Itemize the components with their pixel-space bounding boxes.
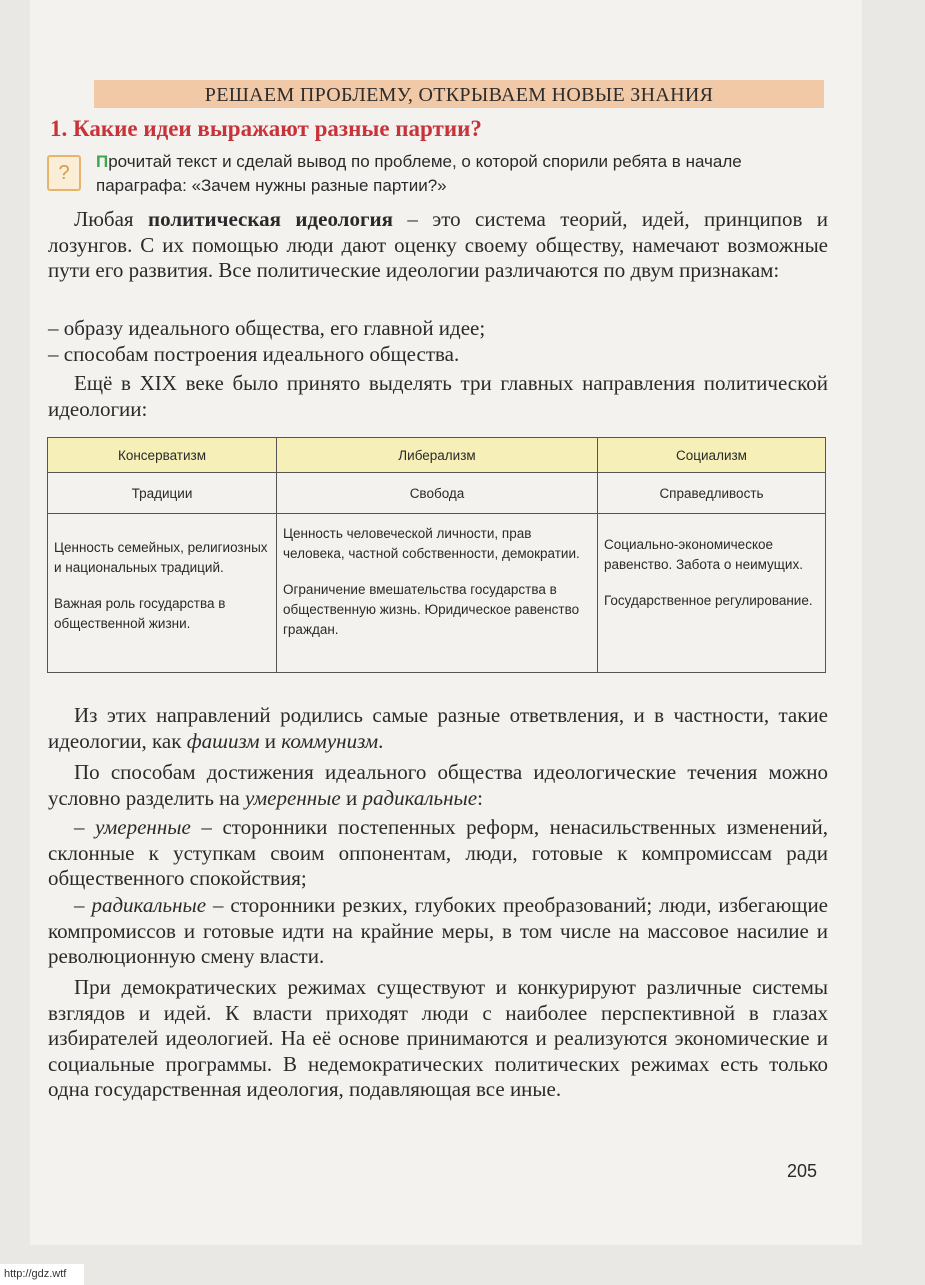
cell-conservatism xyxy=(48,514,277,673)
p4-mid: и xyxy=(340,785,363,810)
table-cell-text: Социально-экономическое равенство. Забота о неимущих. xyxy=(604,537,803,572)
term-communism: коммунизм xyxy=(281,728,379,753)
value-traditions: Традиции xyxy=(48,473,277,514)
section-heading: 1. Какие идеи выражают разные партии? xyxy=(50,116,482,141)
p4-end: : xyxy=(477,785,483,810)
p1-rest: – это система теорий, идей, принципов и лозунгов. С их помощью люди дают оценку своему обществу, намечают возможные пути его развития. Все политические идеологии различаются по двум признакам: xyxy=(48,207,828,282)
table-cell-text: Государственное регулирование. xyxy=(604,593,813,608)
header-socialism: Социализм xyxy=(598,438,826,473)
task-first-letter: П xyxy=(96,152,109,171)
table-cell-text: Ценность человеческой личности, прав человека, частной собственности, демократии. xyxy=(283,526,580,561)
table-cell-text: Важная роль государства в общественной жизни. xyxy=(54,596,226,631)
question-icon: ? xyxy=(47,155,81,191)
list-item: – способам построения идеального общества. xyxy=(48,342,460,366)
term-radical-2: радикальные xyxy=(91,893,207,917)
cell-socialism xyxy=(598,514,826,673)
p4-start: По способам достижения идеального общества идеологические течения можно условно разделить на xyxy=(48,760,828,810)
list-item: – образу идеального общества, его главной идее; xyxy=(48,316,486,340)
p6-rest: – сторонники резких, глубоких преобразований; люди, избегающие компромиссов и готовые идти на крайние меры, в том числе на массовое насилие и революционную смену власти. xyxy=(48,893,829,968)
paragraph-democratic xyxy=(48,975,828,1103)
paragraph-moderate xyxy=(48,815,828,892)
p1-start: Любая xyxy=(74,207,148,231)
value-justice: Справедливость xyxy=(598,473,826,514)
dash: – xyxy=(74,815,96,839)
header-liberalism: Либерализм xyxy=(277,438,598,473)
paragraph-ideology xyxy=(48,207,828,284)
p3-mid: и xyxy=(259,728,282,753)
table-cell-text: Ограничение вмешательства государства в общественную жизнь. Юридическое равенство граждан. xyxy=(283,582,580,637)
term-radical: радикальные xyxy=(362,785,478,810)
watermark-link[interactable]: http://gdz.wtf xyxy=(0,1264,84,1285)
value-freedom: Свобода xyxy=(277,473,598,514)
paragraph-xix xyxy=(48,371,828,422)
term-political-ideology: политическая идеология xyxy=(148,207,393,231)
term-fascism: фашизм xyxy=(186,728,260,753)
cell-liberalism xyxy=(277,514,598,673)
paragraph-radical xyxy=(48,893,828,970)
header-conservatism: Консерватизм xyxy=(48,438,277,473)
page-number: 205 xyxy=(787,1161,818,1181)
paragraph-methods xyxy=(48,760,828,811)
paragraph-branches xyxy=(48,703,828,754)
p7-text: При демократических режимах существуют и конкурируют различные системы взглядов и идей. К власти приходят люди с наиболее перспективной в глазах избирателей идеологией. На её основе принимаются и реализуются экономические и социальные программы. В недемократических политических режимах есть только одна государственная идеология, подавляющая все иные. xyxy=(48,975,828,1101)
term-moderate: умеренные xyxy=(244,785,341,810)
section-banner: РЕШАЕМ ПРОБЛЕМУ, ОТКРЫВАЕМ НОВЫЕ ЗНАНИЯ xyxy=(94,80,824,108)
ideology-table xyxy=(47,437,826,673)
dash: – xyxy=(74,893,92,917)
term-moderate-2: умеренные xyxy=(95,815,191,839)
p3-start: Из этих направлений родились самые разные ответвления, и в частности, такие идеологии, как xyxy=(48,703,828,753)
task-rest: рочитай текст и сделай вывод по проблеме, о которой спорили ребята в начале параграфа: «Зачем нужны разные партии?» xyxy=(96,152,742,195)
p2-text: Ещё в XIX веке было принято выделять три главных направления политической идеологии: xyxy=(48,371,828,421)
table-cell-text: Ценность семейных, религиозных и национальных традиций. xyxy=(54,540,268,575)
task-text xyxy=(96,150,836,198)
p5-rest: – сторонники постепенных реформ, ненасильственных изменений, склонные к уступкам своим оппонентам, люди, готовые к компромиссам ради общественного спокойствия; xyxy=(48,815,829,890)
p3-end: . xyxy=(378,728,384,753)
